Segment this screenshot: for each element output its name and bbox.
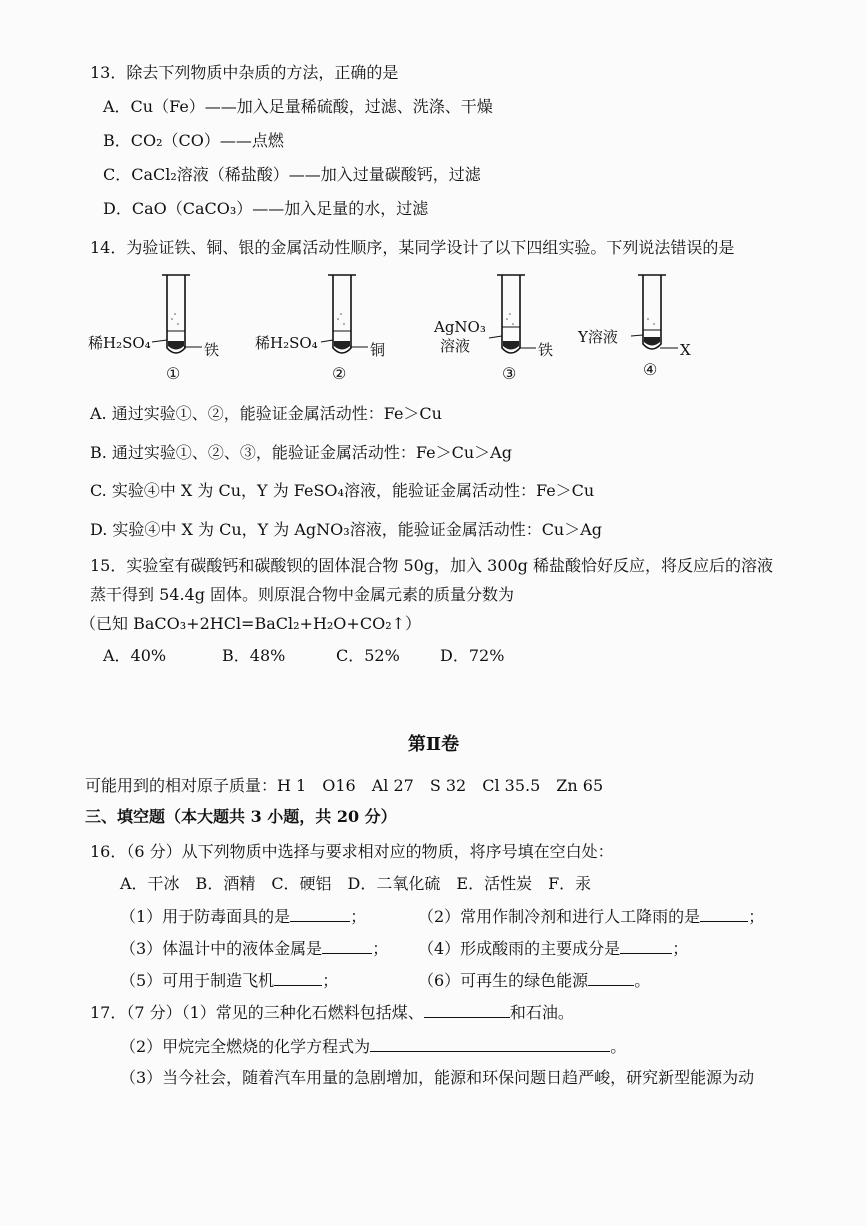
q17-part1-end: 和石油。 bbox=[509, 1003, 574, 1022]
q16-item-6-end: 。 bbox=[634, 971, 651, 990]
fig4-solution-label: Y溶液 bbox=[578, 328, 618, 346]
test-tube-4 bbox=[631, 275, 678, 349]
q15-stem-line2: 蒸干得到 54.4g 固体。则原混合物中金属元素的质量分数为 bbox=[90, 585, 515, 604]
part2-title: 第Ⅱ卷 bbox=[407, 734, 460, 755]
q16-item-4 bbox=[418, 938, 688, 959]
q13-option-b: B．CO₂（CO）——点燃 bbox=[103, 131, 284, 150]
q16-answer-2-blank[interactable] bbox=[700, 906, 748, 922]
q13-option-a: A．Cu（Fe）——加入足量稀硫酸，过滤、洗涤、干燥 bbox=[103, 97, 493, 116]
q16-answer-4-blank[interactable] bbox=[620, 938, 672, 954]
q17-part1-text: 17．（7 分）（1）常见的三种化石燃料包括煤、 bbox=[90, 1003, 424, 1022]
q17-part2-text: （2）甲烷完全燃烧的化学方程式为 bbox=[120, 1037, 371, 1056]
q15-note: （已知 BaCO₃+2HCl=BaCl₂+H₂O+CO₂↑） bbox=[80, 614, 422, 633]
fig2-metal-label: 铜 bbox=[370, 341, 386, 359]
q17-part3: （3）当今社会，随着汽车用量的急剧增加，能源和环保问题日趋严峻，研究新型能源为动 bbox=[120, 1068, 755, 1087]
q13-option-c: C．CaCl₂溶液（稀盐酸）——加入过量碳酸钙，过滤 bbox=[103, 165, 481, 184]
q16-options: A．干冰 B．酒精 C．硬铝 D．二氧化硫 E．活性炭 F．汞 bbox=[120, 874, 592, 893]
q16-item-3 bbox=[120, 938, 388, 959]
fig4-metal-label: X bbox=[680, 341, 691, 359]
fig2-number: ② bbox=[332, 364, 347, 383]
q14-option-c: C. 实验④中 X 为 Cu，Y 为 FeSO₄溶液，能验证金属活动性：Fe＞Cu bbox=[90, 481, 595, 500]
test-tube-3 bbox=[489, 275, 536, 353]
q16-item-5-end: ； bbox=[322, 971, 339, 990]
fig3-metal-label: 铁 bbox=[538, 341, 554, 359]
q16-answer-3-blank[interactable] bbox=[322, 938, 372, 954]
q13-stem: 13．除去下列物质中杂质的方法，正确的是 bbox=[90, 63, 399, 82]
test-tube-1 bbox=[152, 275, 202, 353]
q17-part2-end: 。 bbox=[610, 1037, 627, 1056]
q14-option-a: A. 通过实验①、②，能验证金属活动性：Fe＞Cu bbox=[90, 404, 442, 423]
fig3-solution-line1: AgNO₃ bbox=[434, 318, 486, 336]
q15-option-b: B．48% bbox=[222, 646, 286, 665]
q16-item-2 bbox=[418, 906, 764, 927]
q15-option-a: A．40% bbox=[103, 646, 167, 665]
q17-part1 bbox=[90, 1002, 574, 1023]
q16-item-2-end: ； bbox=[748, 907, 765, 926]
q16-item-6-text: （6）可再生的绿色能源 bbox=[418, 971, 589, 990]
q16-item-1-text: （1）用于防毒面具的是 bbox=[120, 907, 291, 926]
q16-item-2-text: （2）常用作制冷剂和进行人工降雨的是 bbox=[418, 907, 701, 926]
fig1-metal-label: 铁 bbox=[204, 341, 220, 359]
fig3-solution-line2: 溶液 bbox=[440, 337, 471, 355]
q16-item-5-text: （5）可用于制造飞机 bbox=[120, 971, 275, 990]
q16-answer-5-blank[interactable] bbox=[274, 970, 322, 986]
fig4-number: ④ bbox=[643, 360, 658, 379]
q14-option-d: D. 实验④中 X 为 Cu，Y 为 AgNO₃溶液，能验证金属活动性：Cu＞Ag bbox=[90, 520, 603, 539]
q16-item-6 bbox=[418, 970, 650, 991]
q15-stem-line1: 15．实验室有碳酸钙和碳酸钡的固体混合物 50g，加入 300g 稀盐酸恰好反应，将反应后的溶液 bbox=[90, 556, 774, 575]
q15-option-c: C．52% bbox=[336, 646, 400, 665]
q16-item-3-text: （3）体温计中的液体金属是 bbox=[120, 939, 323, 958]
fig1-solution-label: 稀H₂SO₄ bbox=[88, 334, 151, 352]
fig3-number: ③ bbox=[502, 364, 517, 383]
q16-item-4-text: （4）形成酸雨的主要成分是 bbox=[418, 939, 621, 958]
q16-answer-1-blank[interactable] bbox=[290, 906, 350, 922]
q16-answer-6-blank[interactable] bbox=[588, 970, 634, 986]
atomic-masses: 可能用到的相对原子质量：H 1 O16 Al 27 S 32 Cl 35.5 Zn 65 bbox=[85, 776, 604, 795]
q14-stem: 14．为验证铁、铜、银的金属活动性顺序，某同学设计了以下四组实验。下列说法错误的是 bbox=[90, 238, 735, 257]
q16-item-5 bbox=[120, 970, 338, 991]
q15-option-d: D．72% bbox=[440, 646, 505, 665]
q16-item-1 bbox=[120, 906, 366, 927]
q13-option-d: D．CaO（CaCO₃）——加入足量的水，过滤 bbox=[103, 199, 429, 218]
q14-option-b: B. 通过实验①、②、③，能验证金属活动性：Fe＞Cu＞Ag bbox=[90, 443, 512, 462]
test-tube-2 bbox=[321, 275, 368, 353]
q16-item-1-end: ； bbox=[350, 907, 367, 926]
q17-answer-1-blank[interactable] bbox=[424, 1002, 510, 1018]
fig2-solution-label: 稀H₂SO₄ bbox=[255, 334, 318, 352]
q16-item-4-end: ； bbox=[672, 939, 689, 958]
q17-part2 bbox=[120, 1036, 626, 1057]
q17-answer-2-blank[interactable] bbox=[370, 1036, 610, 1052]
q16-stem: 16．（6 分）从下列物质中选择与要求相对应的物质，将序号填在空白处： bbox=[90, 842, 614, 861]
q16-item-3-end: ； bbox=[372, 939, 389, 958]
section3-heading: 三、填空题（本大题共 3 小题，共 20 分） bbox=[85, 807, 397, 826]
fig1-number: ① bbox=[166, 364, 181, 383]
